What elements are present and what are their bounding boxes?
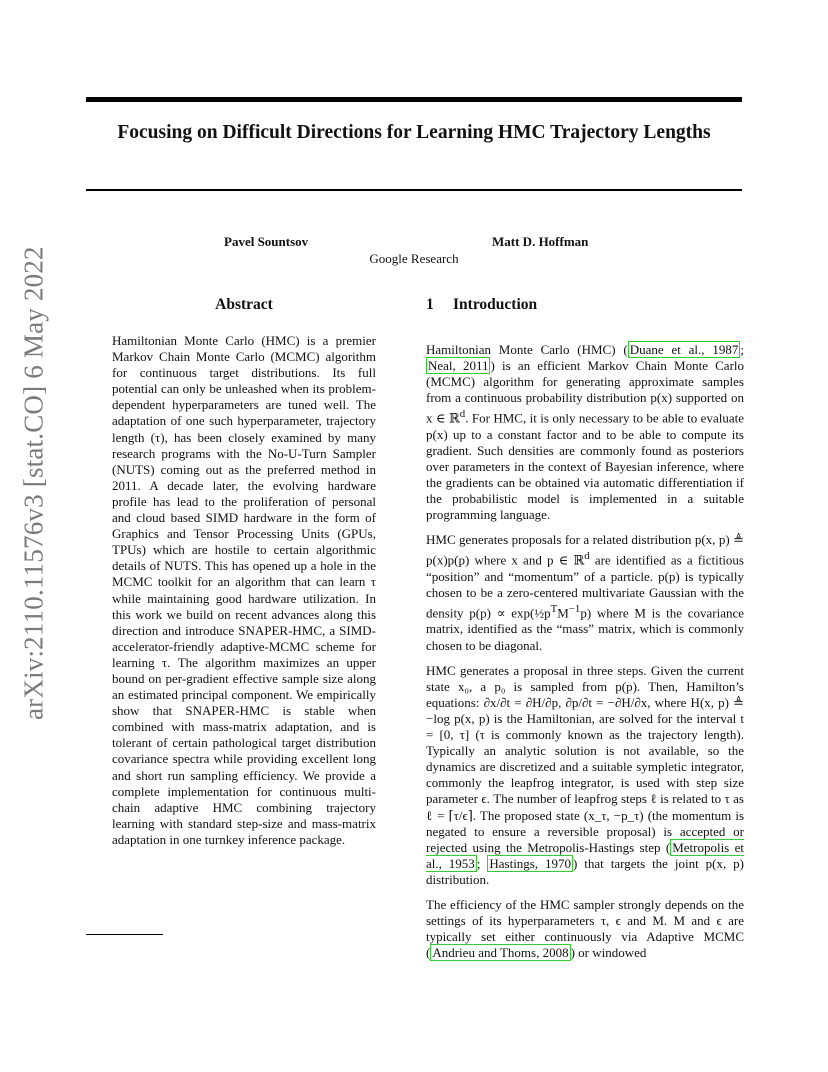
citation-link[interactable]: Neal, 2011 [428, 358, 489, 374]
intro-paragraph-3: HMC generates a proposal in three steps. Given the current state x₀, a p₀ is sampled from p(p). Then, Hamilton’s equations: ∂x/∂t = ∂H/∂p, ∂p/∂t = −∂H/∂x, where H(x, p) ≜ −log p(x, p) is the Hamiltonian, are solved for the interval t = [0, τ] (τ is commonly known as the trajectory length). Typically an analytic solution is not available, so the dynamics are discretized and a suitable sympletic integrator, commonly the leapfrog integrator, is used with step size parameter ϵ. The number of leapfrog steps ℓ is related to τ as ℓ = ⌈τ/ϵ⌉. The proposed state (x_τ, −p_τ) (the momentum is negated to ensure a reversible proposal) is accepted or rejected using the Metropolis-Hastings step ( Metropolis et al., 1953 ; Hastings, 1970 ) that targets the joint p(x, p) distribution. [426, 662, 744, 887]
citation-link[interactable]: Duane et al., 1987 [629, 342, 739, 357]
top-rule [86, 97, 742, 102]
section-number: 1 [426, 296, 434, 313]
author-name: Matt D. Hoffman [492, 234, 589, 249]
section-title: Introduction [453, 296, 538, 313]
footnote-rule [86, 934, 163, 935]
citation-link[interactable]: Hastings, 1970 [489, 855, 572, 871]
intro-paragraph-2: HMC generates proposals for a related distribution p(x, p) ≜ p(x)p(p) where x and p ∈ ℝ$^d$ are identified as a fictitious “position” and “momentum” of a particle. p(p) is typically chosen to be a zero-centered multivariate Gaussian with the density $p(p) \propto \exp(\frac{1}{2}p^TM^{-1}p)$ where M is the covariance matrix, identified as the “mass” matrix, which is commonly chosen to be diagonal. [426, 532, 745, 653]
author-name: Pavel Sountsov [224, 234, 309, 249]
citation-link[interactable]: Metropolis et al., 1953 [426, 839, 744, 871]
title-bottom-rule [86, 189, 742, 191]
author-affiliation: Google Research [369, 251, 459, 266]
citation-link[interactable]: Andrieu and Thoms, 2008 [432, 945, 569, 961]
abstract-text: Hamiltonian Monte Carlo (HMC) is a premier Markov Chain Monte Carlo (MCMC) algorithm for continuous target distributions. Its full potential can only be unleashed when its problem-dependent hyperparameters are tuned well. The adaptation of one such hyperparameter, trajectory length (τ), has been closely examined by many research programs with the No-U-Turn Sampler (NUTS) coming out as the preferred method in 2011. A decade later, the evolving hardware profile has lead to the proliferation of personal and cloud based SIMD hardware in the form of Graphics and Tensor Processing Units (GPUs, TPUs) which are hostile to certain algorithmic details of NUTS. This has opened up a hole in the MCMC toolkit for an algorithm that can learn τ while maintaining good hardware utilization. In this work we build on recent advances along this direction and introduce SNAPER-HMC, a SIMD-accelerator-friendly adaptive-MCMC scheme for learning τ. The algorithm maximizes an upper bound on per-gradient effective sample size along an estimated principal component. We empirically show that SNAPER-HMC is stable when combined with mass-matrix adaptation, and is tolerant of certain pathological target distribution covariance spectra while providing excellent long and short run sampling efficiency. We provide a complete implementation for continuous multi-chain adaptive HMC combining trajectory learning with standard step-size and mass-matrix adaptation in one turnkey inference package. [112, 333, 376, 847]
section-heading-introduction [426, 296, 537, 314]
introduction-body [426, 342, 744, 970]
intro-paragraph-1: Hamiltonian Monte Carlo (HMC) ( Duane et al., 1987 ; Neal, 2011 ) is an efficient Markov Chain Monte Carlo (MCMC) algorithm for generating approximate samples from a continuous probability distribution p(x) supported on x ∈ ℝ$^d$. For HMC, it is only necessary to be able to evaluate p(x) up to a constant factor and to be able to compute its gradient. Such densities are commonly found as posteriors over parameters in the context of Bayesian inference, where the gradients can be obtained via automatic differentiation if the probabilistic model is implemented in a suitable programming language. [426, 342, 745, 523]
arxiv-identifier-sidebar: arXiv:2110.11576v3 [stat.CO] 6 May 2022 [18, 246, 49, 720]
paper-title: Focusing on Difficult Directions for Learning HMC Trajectory Lengths [117, 122, 711, 143]
abstract-body [112, 333, 376, 857]
abstract-heading: Abstract [215, 296, 273, 313]
intro-paragraph-4: The efficiency of the HMC sampler strongly depends on the settings of its hyperparameters τ, ϵ and M. M and ϵ are typically set either continuously via Adaptive MCMC ( Andrieu and Thoms, 2008 ) or windowed [426, 896, 744, 961]
